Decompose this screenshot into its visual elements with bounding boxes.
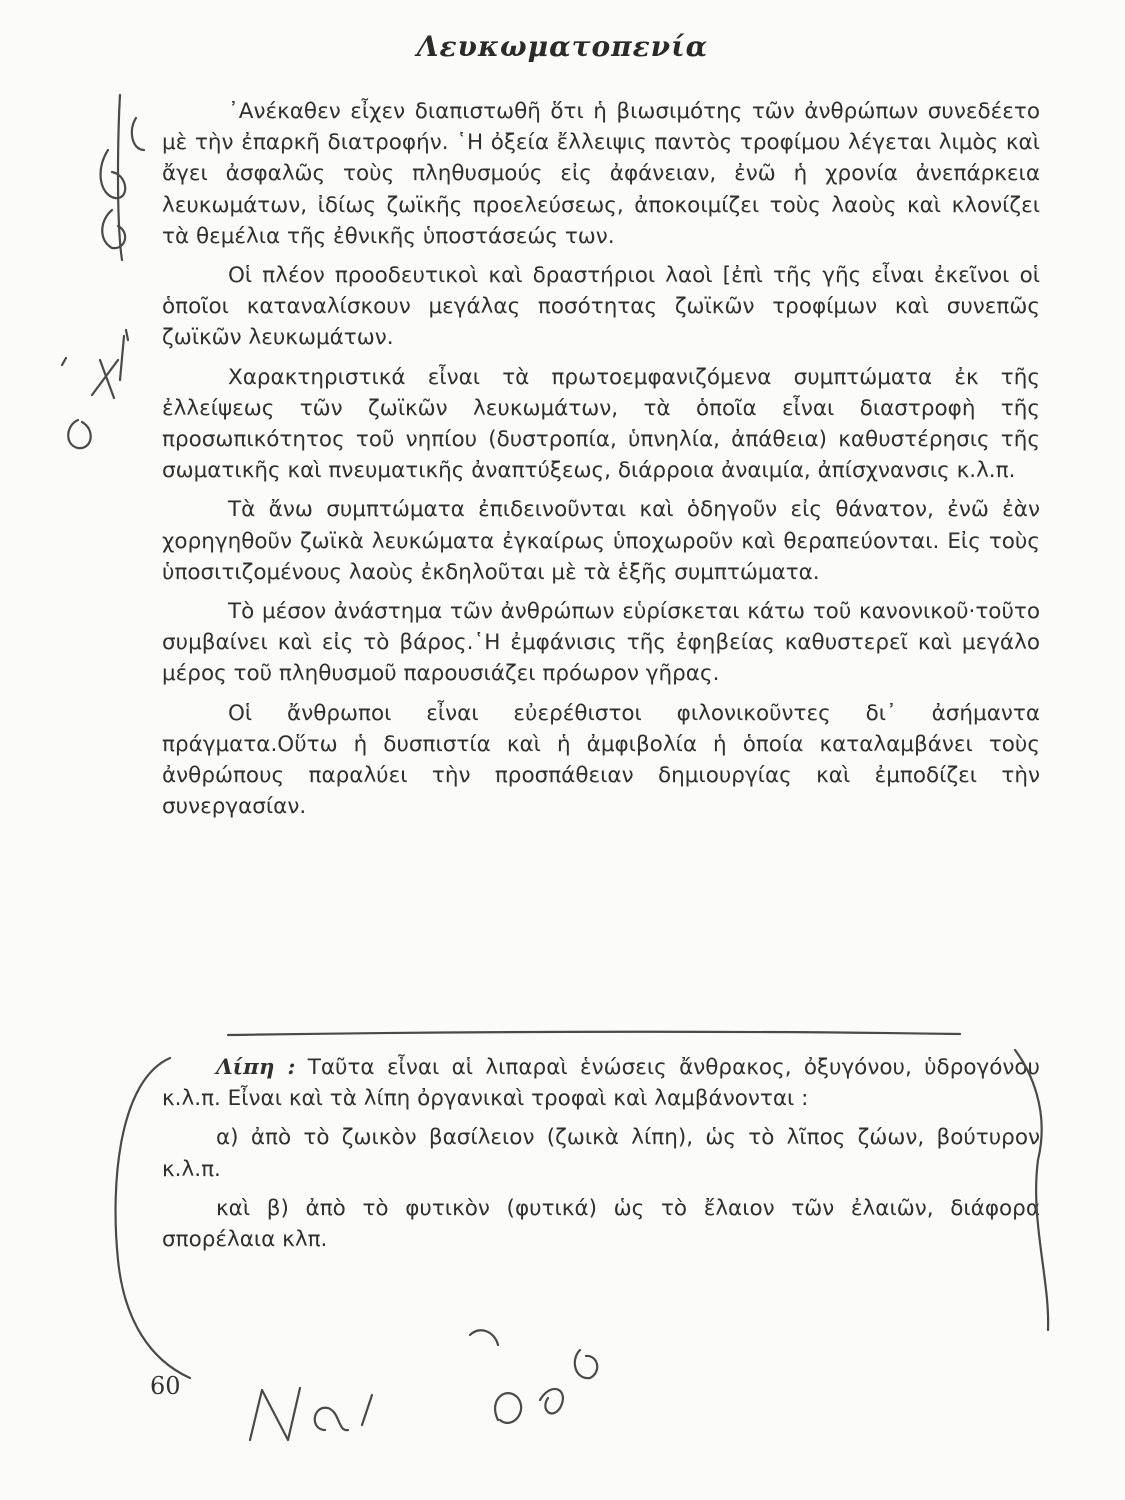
body-text — [162, 96, 1040, 830]
lipi-term: Λίπη : — [216, 1055, 296, 1080]
paragraph-1: ᾽Ανέκαθεν εἶχεν διαπιστωθῆ ὅτι ἡ βιωσιμότης τῶν ἀνθρώπων συνεδέετο μὲ τὴν ἐπαρκῆ διατροφήν. ῾Η ὀξεία ἔλλειψις παντὸς τροφίμου λέγεται λιμὸς καὶ ἄγει ἀσφαλῶς τοὺς πληθυσμούς εἰς ἀφάνειαν, ἐνῶ ἡ χρονία ἀνεπάρκεια λευκωμάτων, ἰδίως ζωϊκῆς προελεύσεως, ἀποκοιμίζει τοὺς λαοὺς καὶ κλονίζει τὰ θεμέλια τῆς ἐθνικῆς ὑποστάσεώς των. — [162, 99, 1040, 249]
paragraph-3: Χαρακτηριστικά εἶναι τὰ πρωτοεμφανιζόμενα συμπτώματα ἐκ τῆς ἐλλείψεως τῶν ζωϊκῶν λευκωμάτων, τὰ ὁποῖα εἶναι διαστροφὴ τῆς προσωπικότητος τοῦ νηπίου (δυστροπία, ὑπνηλία, ἀπάθεια) καθυστέρησις τῆς σωματικῆς καὶ πνευματικῆς ἀναπτύξεως, διάρροια ἀναιμία, ἀπίσχνανσις κ.λ.π. — [162, 364, 1040, 484]
lipi-section — [162, 1052, 1040, 1263]
page-number: 60 — [150, 1372, 181, 1400]
handwritten-word-left-margin — [62, 330, 128, 448]
paragraph-6: Οἱ ἄνθρωποι εἶναι εὐερέθιστοι φιλονικοῦντες δι᾽ ἀσήμαντα πράγματα.Οὕτω ἡ δυσπιστία καὶ ἡ ἀμφιβολία ἡ ὁποία καταλαμβάνει τοὺς ἀνθρώπους παραλύει τὴν προσπάθειαν δημιουργίας καὶ ἐμποδίζει τὴν συνεργασίαν. — [162, 700, 1040, 820]
paragraph-4: Τὰ ἄνω συμπτώματα ἐπιδεινοῦνται καὶ ὁδηγοῦν εἰς θάνατον, ἐνῶ ἐὰν χορηγηθοῦν ζωϊκὰ λευκώματα ἐγκαίρως ὑποχωροῦν καὶ θεραπεύονται. Εἰς τοὺς ὑποσιτιζομένους λαοὺς ἐκδηλοῦται μὲ τὰ ἑξῆς συμπτώματα. — [162, 497, 1040, 585]
paragraph-5: Τὸ μέσον ἀνάστημα τῶν ἀνθρώπων εὑρίσκεται κάτω τοῦ κανονικοῦ·τοῦτο συμβαίνει καὶ εἰς τὸ βάρος.῾Η ἐμφάνισις τῆς ἐφηβείας καθυστερεῖ καὶ μεγάλο μέρος τοῦ πληθυσμοῦ παρουσιάζει πρόωρον γῆρας. — [162, 599, 1040, 687]
lipi-item-b: καὶ β) ἀπὸ τὸ φυτικὸν (φυτικά) ὡς τὸ ἔλαιον τῶν ἐλαιῶν, διάφορα σπορέλαια κλπ. — [162, 1195, 1040, 1253]
handwritten-underline — [228, 1032, 960, 1035]
lipi-intro-paragraph — [162, 1052, 1040, 1114]
handwritten-bracket-top-left — [118, 95, 122, 260]
handwritten-mark-top-left — [101, 118, 144, 248]
page-heading: Λευκωματοπενία — [416, 30, 709, 63]
handwritten-word-bottom — [250, 1330, 597, 1440]
lipi-intro: Ταῦτα εἶναι αἱ λιπαραὶ ἑνώσεις ἄνθρακος, ὀξυγόνου, ὑδρογόνου κ.λ.π. Εἶναι καὶ τὰ λίπη ὀργανικαὶ τροφαὶ καὶ λαμβάνονται : — [162, 1055, 1040, 1112]
paragraph-2: Οἱ πλέον προοδευτικοὶ καὶ δραστήριοι λαοὶ [ἐπὶ τῆς γῆς εἶναι ἐκεῖνοι οἱ ὁποῖοι καταναλίσκουν μεγάλας ποσότητας ζωϊκῶν τροφίμων καὶ συνεπῶς ζωϊκῶν λευκωμάτων. — [162, 263, 1040, 351]
lipi-item-a: α) ἀπὸ τὸ ζωικὸν βασίλειον (ζωικὰ λίπη), ὡς τὸ λῖπος ζώων, βούτυρον κ.λ.π. — [162, 1125, 1040, 1182]
